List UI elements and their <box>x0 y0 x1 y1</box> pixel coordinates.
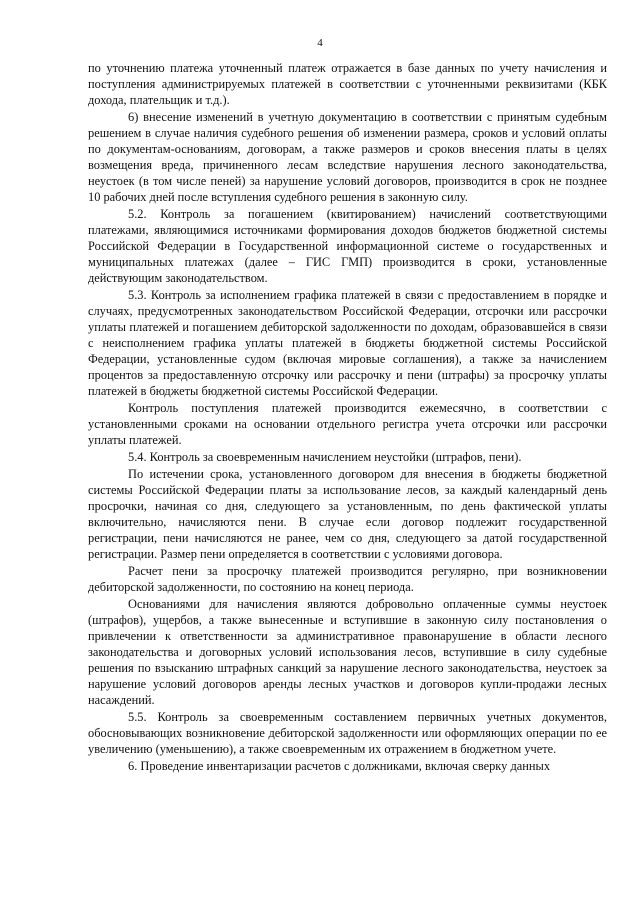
paragraph-continuation: по уточнению платежа уточненный платеж отражается в базе данных по учету начисления и поступления администрируемых платежей в соответствии с уточненными реквизитами (КБК дохода, плательщик и т.д.). <box>88 61 607 107</box>
document-body <box>88 60 607 774</box>
paragraph-item-6: 6) внесение изменений в учетную документацию в соответствии с принятым судебным решением в случае наличия судебного решения об изменении размера, сроков и условий оплаты по документам-основаниям, договорам, а также размеров и сроков внесения платы в целях возмещения вреда, причиненного лесам вследствие нарушения лесного законодательства, неустоек (в том числе пеней) за нарушение условий договоров, производится в срок не позднее 10 рабочих дней после вступления судебного решения в законную силу. <box>88 110 607 204</box>
paragraph-5-3: 5.3. Контроль за исполнением графика платежей в связи с предоставлением в порядке и случаях, предусмотренных законодательством Российской Федерации, отсрочки или рассрочки уплаты платежей и погашением дебиторской задолженности по доходам, образовавшейся в связи с неисполнением графика уплаты платежей в бюджеты бюджетной системы Российской Федерации, установленные судом (включая мировые соглашения), а также за начислением процентов за предоставленную отсрочку или рассрочку и пени (штрафы) за просрочку уплаты платежей в бюджеты бюджетной системы Российской Федерации. <box>88 288 607 398</box>
page-number: 4 <box>317 37 323 49</box>
paragraph-payment-control: Контроль поступления платежей производится ежемесячно, в соответствии с установленными сроками на основании отдельного регистра учета отсрочки или рассрочки уплаты платежей. <box>88 401 607 447</box>
paragraph-accrual-grounds: Основаниями для начисления являются добровольно оплаченные суммы неустоек (штрафов), ущербов, а также вынесенные и вступившие в законную силу постановления о привлечении к ответственности за административное правонарушение в области лесного законодательства и договорных условий использования лесов, вступившие в силу судебные решения по взысканию штрафных санкций за нарушение лесного законодательства, неустоек за нарушение условий договоров аренды лесных участков и договоров купли-продажи лесных насаждений. <box>88 597 607 707</box>
paragraph-5-4: 5.4. Контроль за своевременным начислением неустойки (штрафов, пени). <box>128 450 522 464</box>
paragraph-penalty-accrual: По истечении срока, установленного договором для внесения в бюджеты бюджетной системы Российской Федерации платы за использование лесов, за каждый календарный день просрочки, начиная со дня, следующего за установленным, по день фактической уплаты включительно, начисляются пени. В случае если договор подлежит государственной регистрации, пени начисляются не ранее, чем со дня, следующего за датой государственной регистрации. Размер пени определяется в соответствии с условиями договора. <box>88 467 607 561</box>
paragraph-penalty-calculation: Расчет пени за просрочку платежей производится регулярно, при возникновении дебиторской задолженности, по состоянию на конец периода. <box>88 564 607 594</box>
paragraph-5-5: 5.5. Контроль за своевременным составлением первичных учетных документов, обосновывающих возникновение дебиторской задолженности или оформляющих операции по ее увеличению (уменьшению), а также своевременным их отражением в бюджетном учете. <box>88 710 607 756</box>
paragraph-6: 6. Проведение инвентаризации расчетов с должниками, включая сверку данных <box>128 759 551 773</box>
paragraph-5-2: 5.2. Контроль за погашением (квитированием) начислений соответствующими платежами, являющимися источниками формирования доходов бюджетов бюджетной системы Российской Федерации в Государственной информационной системе о государственных и муниципальных платежах (далее – ГИС ГМП) производится в сроки, установленные действующим законодательством. <box>88 207 607 285</box>
